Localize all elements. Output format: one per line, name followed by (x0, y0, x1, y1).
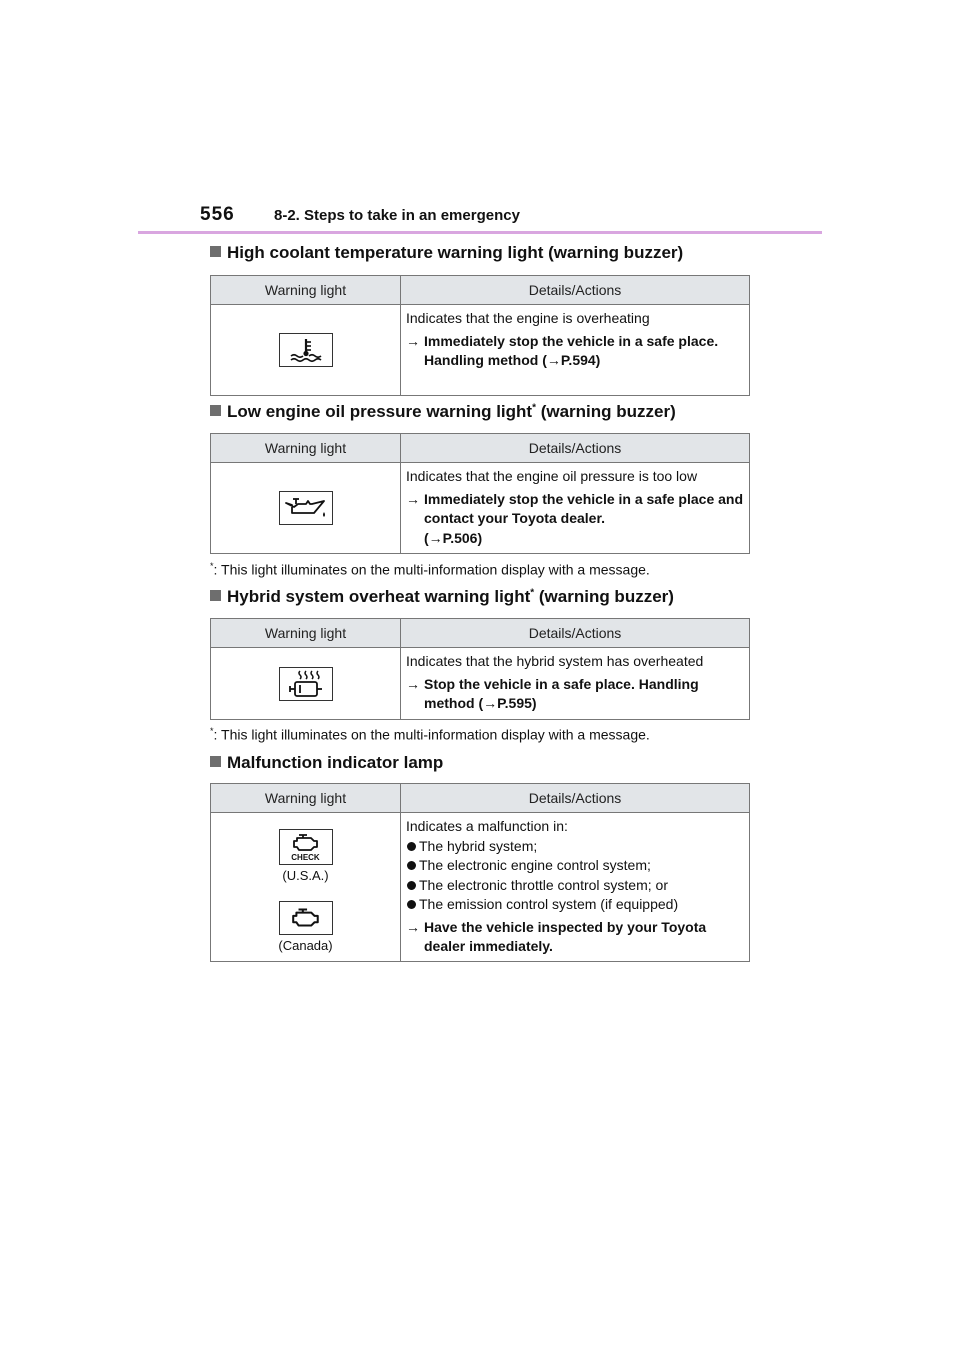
malfunction-indicator-table (210, 783, 750, 962)
header-details: Details/Actions (528, 282, 622, 298)
caption-usa: (U.S.A.) (282, 868, 329, 883)
description: Indicates that the engine is overheating (406, 310, 650, 326)
description: Indicates that the hybrid system has overheated (406, 653, 704, 669)
header-warning-light: Warning light (211, 276, 401, 304)
section-heading-malfunction: Malfunction indicator lamp (210, 753, 443, 773)
square-bullet-icon (210, 590, 221, 601)
table-row (211, 463, 749, 553)
list-item: The hybrid system; (406, 837, 745, 857)
engine-icon (279, 901, 333, 935)
action-text: → Immediately stop the vehicle in a safe place and contact your Toyota dealer. (→P.506) (406, 490, 744, 546)
header-divider (138, 231, 822, 234)
footnote: *: This light illuminates on the multi-information display with a message. (210, 561, 650, 578)
square-bullet-icon (210, 405, 221, 416)
check-engine-icon: CHECK (279, 829, 333, 865)
chapter-title: 8-2. Steps to take in an emergency (274, 207, 520, 224)
oil-pressure-icon (279, 491, 333, 525)
section-heading-oil: Low engine oil pressure warning light* (warning buzzer) (210, 402, 676, 422)
list-item: The emission control system (if equipped) (406, 895, 745, 915)
hybrid-system-overheat-icon (279, 667, 333, 701)
table-header (211, 619, 749, 648)
arrow-icon: → (406, 918, 420, 935)
footnote: *: This light illuminates on the multi-information display with a message. (210, 726, 650, 743)
header-details: Details/Actions (528, 790, 622, 806)
table-row (211, 648, 749, 719)
header-details: Details/Actions (528, 625, 622, 641)
arrow-icon: → (406, 675, 420, 692)
caption-canada: (Canada) (278, 938, 333, 953)
section-heading-hybrid: Hybrid system overheat warning light* (warning buzzer) (210, 587, 674, 607)
action-text: → Immediately stop the vehicle in a safe place. Handling method (→P.594) (406, 332, 719, 368)
page-reference: P.594 (560, 352, 596, 368)
table-header (211, 784, 749, 813)
hybrid-overheat-warning-table (210, 618, 750, 720)
description: Indicates that the engine oil pressure is too low (406, 468, 698, 484)
coolant-warning-table (210, 275, 750, 396)
table-row (211, 813, 749, 961)
table-header (211, 276, 749, 305)
action-text: → Have the vehicle inspected by your Toyota dealer immediately. (406, 918, 707, 954)
table-header (211, 434, 749, 463)
action-text: → Stop the vehicle in a safe place. Handling method (→P.595) (406, 675, 699, 711)
page-reference: P.506 (442, 529, 478, 546)
coolant-temperature-icon (279, 333, 333, 367)
header-warning-light: Warning light (211, 434, 401, 462)
header-warning-light: Warning light (211, 619, 401, 647)
page-reference: P.595 (497, 695, 532, 711)
square-bullet-icon (210, 756, 221, 767)
square-bullet-icon (210, 246, 221, 257)
description: Indicates a malfunction in: (406, 818, 568, 834)
header-warning-light: Warning light (211, 784, 401, 812)
list-item: The electronic throttle control system; or (406, 876, 745, 896)
section-heading-coolant: High coolant temperature warning light (warning buzzer) (210, 243, 683, 263)
page-number: 556 (200, 204, 235, 225)
arrow-icon: → (406, 490, 420, 507)
arrow-icon: → (406, 332, 420, 349)
header-details: Details/Actions (528, 440, 622, 456)
list-item: The electronic engine control system; (406, 856, 745, 876)
oil-pressure-warning-table (210, 433, 750, 554)
table-row (211, 305, 749, 395)
